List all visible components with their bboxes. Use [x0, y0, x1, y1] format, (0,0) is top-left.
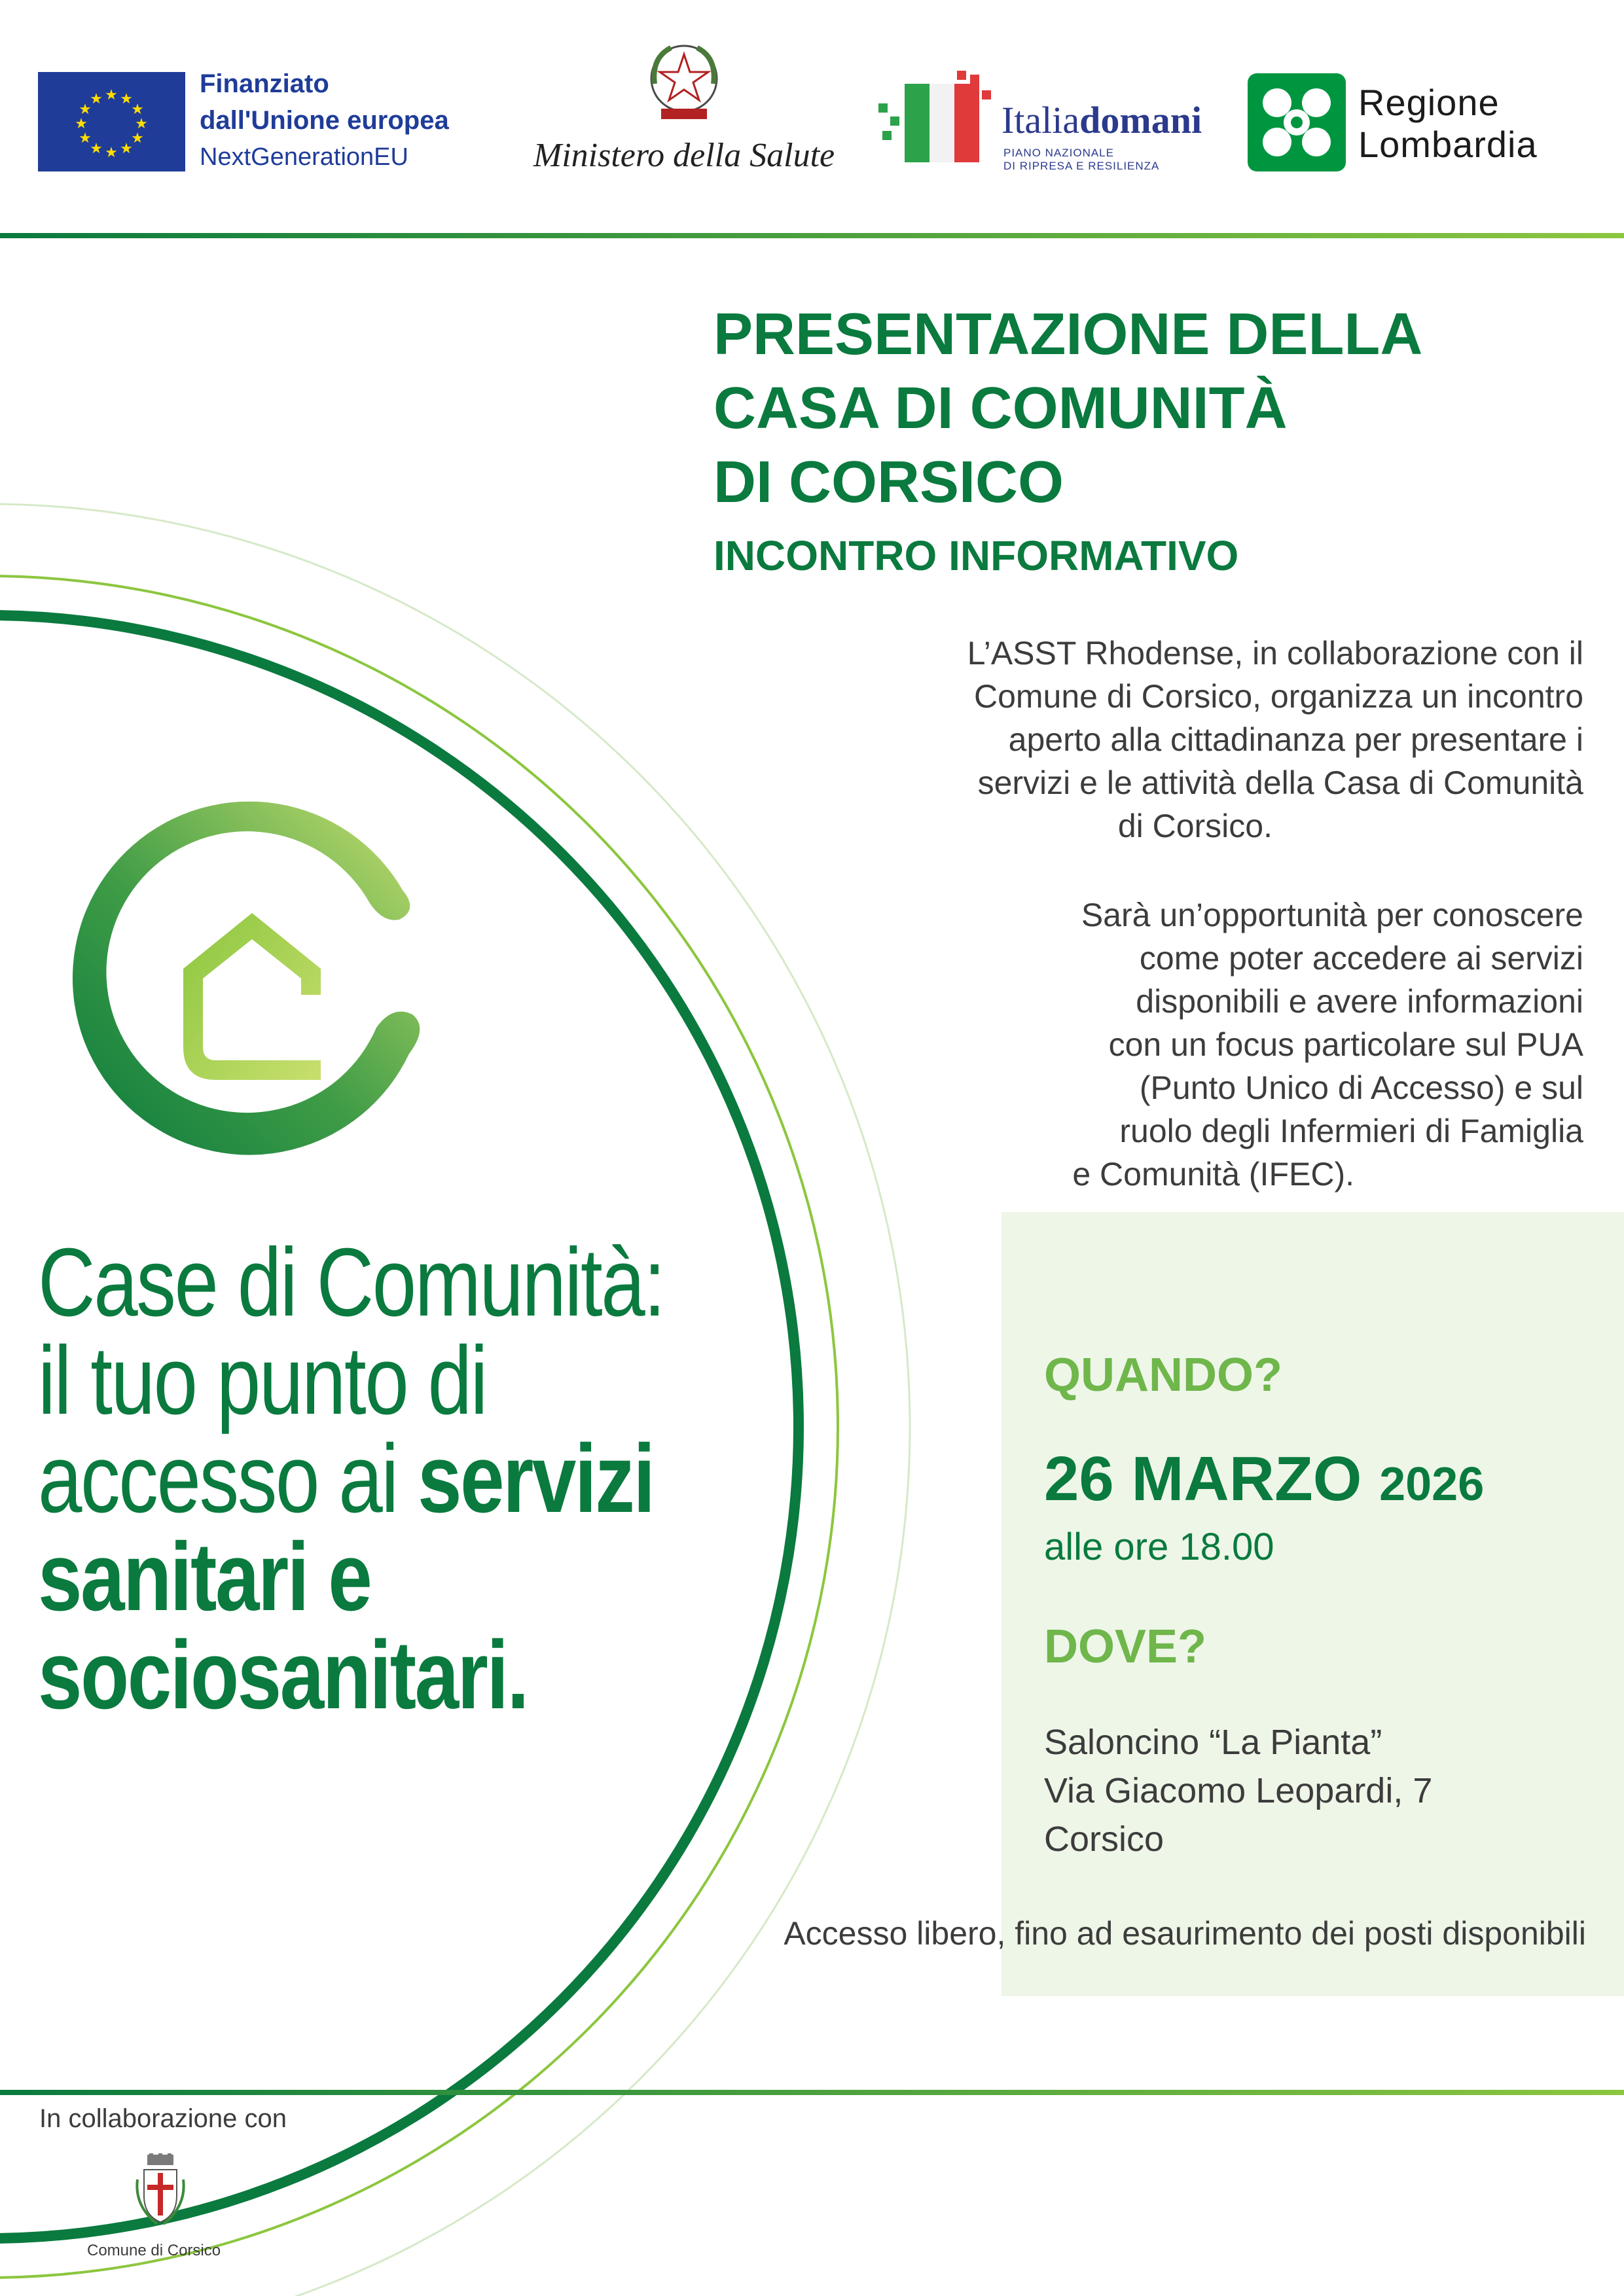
title-line1: PRESENTAZIONE DELLA [713, 302, 1423, 367]
p2-line: disponibili e avere informazioni [1136, 983, 1583, 1020]
slogan-line3 [38, 1425, 664, 1533]
event-time: alle ore 18.00 [1044, 1526, 1274, 1568]
description [765, 632, 1583, 1196]
italiadomani-sub1: PIANO NAZIONALE [1003, 147, 1114, 159]
eu-line3: NextGenerationEU [200, 143, 408, 171]
page-title [713, 298, 1422, 520]
eu-line2: dall'Unione europea [200, 106, 449, 135]
title-line2: CASA DI COMUNITÀ [713, 376, 1288, 441]
regione-line2: Lombardia [1358, 124, 1538, 165]
footer-divider [0, 2090, 1624, 2095]
slogan-line3a: accesso ai [38, 1425, 418, 1533]
italiadomani-name-a: Italia [1001, 99, 1080, 141]
svg-text:★: ★ [135, 115, 148, 132]
slogan-line5: sociosanitari. [38, 1621, 528, 1729]
svg-text:★: ★ [79, 101, 92, 117]
svg-text:★: ★ [120, 140, 133, 156]
event-year: 2026 [1379, 1458, 1485, 1511]
italiadomani-sub2: DI RIPRESA E RESILIENZA [1003, 160, 1160, 172]
p1-line: L’ASST Rhodense, in collaborazione con il [967, 635, 1583, 672]
address-street: Via Giacomo Leopardi, 7 [1044, 1771, 1433, 1810]
svg-text:★: ★ [75, 115, 88, 132]
italiadomani-name-b: domani [1079, 99, 1202, 141]
svg-text:★: ★ [79, 130, 92, 146]
svg-text:★: ★ [105, 86, 118, 103]
slogan [38, 1229, 664, 1729]
address-city: Corsico [1044, 1820, 1164, 1859]
p2-line: Sarà un’opportunità per conoscere [1081, 897, 1583, 933]
svg-text:★: ★ [131, 101, 144, 117]
casa-comunita-logo-icon [36, 753, 455, 1158]
title-line3: DI CORSICO [713, 450, 1064, 515]
p1-line: di Corsico. [1117, 808, 1272, 844]
p2-line: con un focus particolare sul PUA [1108, 1026, 1583, 1063]
event-address [1044, 1718, 1432, 1863]
address-place: Saloncino “La Pianta” [1044, 1723, 1382, 1762]
slogan-line2: il tuo punto di [38, 1327, 487, 1435]
p2-line: come poter accedere ai servizi [1139, 940, 1583, 977]
svg-text:★: ★ [90, 90, 103, 107]
ministero-label: Ministero della Salute [533, 137, 835, 174]
comune-label: Comune di Corsico [87, 2242, 221, 2259]
slogan-line4: sanitari e [38, 1523, 371, 1631]
page-subtitle: INCONTRO INFORMATIVO [713, 532, 1239, 579]
event-date [1044, 1443, 1484, 1515]
p1-line: Comune di Corsico, organizza un incontro [973, 678, 1583, 715]
slogan-line1: Case di Comunità: [38, 1229, 664, 1336]
p1-line: servizi e le attività della Casa di Comunità [977, 764, 1583, 801]
svg-text:★: ★ [120, 90, 133, 107]
svg-text:★: ★ [90, 140, 103, 156]
where-label: DOVE? [1044, 1621, 1207, 1673]
p1-line: aperto alla cittadinanza per presentare i [1008, 721, 1583, 758]
collab-label: In collaborazione con [39, 2104, 287, 2133]
regione-line1: Regione [1358, 82, 1500, 123]
svg-text:★: ★ [131, 130, 144, 146]
slogan-line3b: servizi [418, 1425, 654, 1533]
event-day: 26 MARZO [1044, 1444, 1362, 1514]
p2-line: (Punto Unico di Accesso) e sul [1139, 1069, 1583, 1106]
eu-line1: Finanziato [200, 69, 329, 98]
when-label: QUANDO? [1044, 1349, 1282, 1401]
p2-line: ruolo degli Infermieri di Famiglia [1119, 1113, 1583, 1149]
access-note: Accesso libero, fino ad esaurimento dei posti disponibili [784, 1915, 1586, 1952]
svg-text:★: ★ [105, 144, 118, 160]
p2-line: e Comunità (IFEC). [1072, 1156, 1354, 1193]
corsico-crest-icon [131, 2153, 190, 2225]
